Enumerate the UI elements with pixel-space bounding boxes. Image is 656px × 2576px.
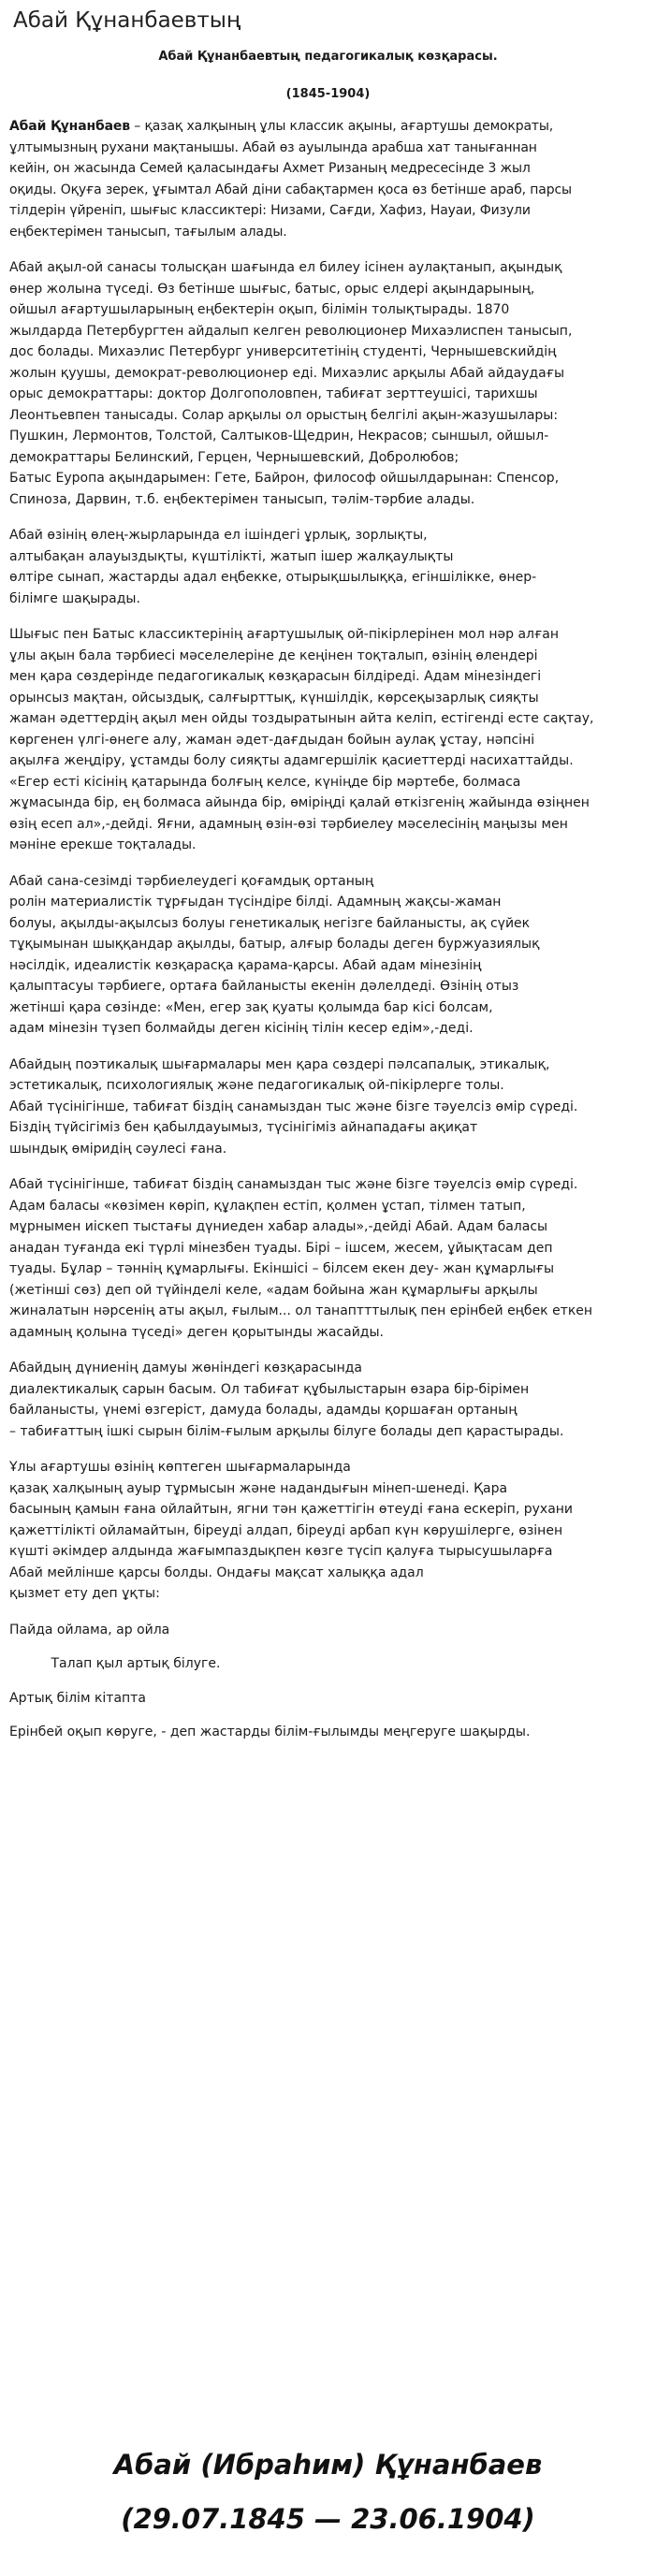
paragraph: [9, 1055, 646, 1160]
paragraph-line: тілдерін үйреніп, шығыс классиктері: Низами, Сағди, Хафиз, Науаи, Физули: [9, 203, 531, 218]
paragraph-line: өлтіре сынап, жастарды адал еңбекке, отырықшылыққа, егіншілікке, өнер-: [9, 570, 537, 585]
signature-dates: (29.07.1845 — 23.06.1904): [121, 2503, 535, 2535]
paragraph-line: орыс демократтары: доктор Долгополовпен, табиғат зерттеушісі, тарихшы: [9, 386, 538, 401]
paragraph-line: қызмет ету деп ұқты:: [9, 1586, 160, 1601]
paragraph-line: Абай түсінігінше, табиғат біздің санамыздан тыс және бізге тәуелсіз өмір сүреді.: [9, 1099, 578, 1114]
paragraph-line: мәніне ерекше тоқталады.: [9, 837, 197, 852]
paragraph-line: тұқымынан шыққандар ақылды, батыр, алғыр болады деген буржуазиялық: [9, 937, 540, 952]
paragraph-line: демократтары Белинский, Герцен, Чернышевский, Добролюбов;: [9, 449, 459, 465]
paragraph-line: Шығыс пен Батыс классиктерінің ағартушылық ой-пікірлерінен мол нәр алған: [9, 627, 559, 642]
paragraph-line: Абайдың поэтикалық шығармалары мен қара сөздері пәлсапалық, этикалық,: [9, 1056, 550, 1072]
paragraph-line: білімге шақырады.: [9, 590, 140, 606]
paragraph-line: жылдарда Петербургтен айдалып келген революционер Михаэлиспен танысып,: [9, 323, 573, 339]
paragraphs-list: [9, 257, 646, 1605]
paragraph-line: Абай түсінігінше, табиғат біздің санамыздан тыс және бізге тәуелсіз өмір сүреді.: [9, 1177, 578, 1192]
paragraph-line: Ұлы ағартушы өзінің көптеген шығармаларында: [9, 1460, 351, 1475]
paragraph-line: адамның қолына түседі» деген қорытынды жасайды.: [9, 1324, 384, 1340]
article-subtitle: Абай Құнанбаевтың педагогикалық көзқарасы.: [158, 50, 498, 64]
paragraph-line: күшті әкімдер алдында жағымпаздықпен көзге түсіп қалуға тырысушыларға: [9, 1544, 553, 1559]
paragraph-line: Батыс Еуропа ақындарымен: Гете, Байрон, философ ойшылдарынан: Спенсор,: [9, 471, 560, 486]
paragraph: [9, 525, 646, 609]
paragraph: [9, 624, 646, 856]
paragraph-line: мұрнымен иіскеп тыстағы дүниеден хабар алады»,-дейді Абай. Адам баласы: [9, 1219, 548, 1234]
paragraph-line: Леонтьевпен танысады. Солар арқылы ол орыстың белгілі ақын-жазушылары:: [9, 407, 559, 423]
life-dates: (1845-1904): [285, 87, 371, 101]
paragraph: [9, 1174, 646, 1343]
paragraph-line: жұмасында бір, ең болмаса айында бір, өміріңді қалай өткізгенің жайында өзіңнен: [9, 795, 590, 810]
paragraph-line: оқиды. Оқуға зерек, ұғымтал Абай діни сабақтармен қоса өз бетінше араб, парсы: [9, 182, 572, 197]
paragraph-intro: [9, 116, 646, 242]
paragraph-line: өзің есеп ал»,-дейді. Яғни, адамның өзін-өзі тәрбиелеу мәселесінің маңызы мен: [9, 816, 568, 832]
paragraph-line: туады. Бұлар – тәннің құмарлығы. Екіншісі – білсем екен деу- жан құмарлығы: [9, 1261, 555, 1276]
paragraph-line: Біздің түйсігіміз бен қабылдауымыз, түсінігіміз айнападағы ақиқат: [9, 1120, 478, 1135]
paragraph: [9, 871, 646, 1040]
paragraph-line: Спиноза, Дарвин, т.б. еңбектерімен танысып, тәлім-тәрбие алады.: [9, 491, 475, 507]
paragraph-line: Абай мейлінше қарсы болды. Ондағы мақсат халыққа адал: [9, 1565, 424, 1580]
paragraph-line: жиналатын нәрсенің аты ақыл, ғылым... ол танаптттылық пен ерінбей еңбек еткен: [9, 1303, 593, 1318]
paragraph-line: эстетикалық, психологиялық және педагогикалық ой-пікірлерге толы.: [9, 1078, 504, 1093]
paragraph-line: Пушкин, Лермонтов, Толстой, Салтыков-Щедрин, Некрасов; сыншыл, ойшыл-: [9, 429, 549, 444]
paragraph-line: Абай сана-сезімді тәрбиелеудегі қоғамдық ортаның: [9, 873, 374, 889]
article-body: [9, 116, 646, 1743]
paragraph-text: – қазақ халқының ұлы классик ақыны, ағартушы демократы,: [130, 119, 554, 134]
paragraph-line: байланысты, үнемі өзгеріст, дамуда болады, адамды қоршаған ортаның: [9, 1403, 518, 1418]
paragraph-line: ақылға жеңдіру, ұстамды болу сияқты адамгершілік қасиеттерді насихаттайды.: [9, 753, 574, 768]
paragraph-line: жолын қуушы, демократ-революционер еді. Михаэлис арқылы Абай айдаудағы: [9, 365, 565, 381]
intro-name: Абай Құнанбаев: [9, 119, 130, 134]
paragraph-line: көргенен үлгі-өнеге алу, жаман әдет-дағдыдан бойын аулақ ұстау, нәпсіні: [9, 732, 535, 748]
paragraph: [9, 1358, 646, 1442]
paragraph-line: кейін, он жасында Семей қаласындағы Ахмет Ризаның медресесінде 3 жыл: [9, 161, 531, 176]
paragraph-line: алтыбақан алауыздықты, күштілікті, жатып ішер жалқаулықты: [9, 548, 454, 564]
paragraph-line: қалыптасуы тәрбиеге, ортаға байланысты екенін дәлелдеді. Өзінің отыз: [9, 979, 519, 994]
paragraph-line: Абайдың дүниенің дамуы жөніндегі көзқарасында: [9, 1361, 362, 1375]
poem-line: Пайда ойламa, ар ойла: [9, 1622, 170, 1637]
paragraph-line: қажеттілікті ойламайтын, біреуді алдап, біреуді арбап күн көрушілерге, өзінен: [9, 1522, 563, 1538]
paragraph-line: ұлы ақын бала тәрбиесі мәселелеріне де кеңінен тоқталып, өзінің өлендері: [9, 648, 538, 663]
poem-line: Талап қыл артық білуге.: [9, 1656, 221, 1671]
paragraph-line: ойшыл ағартушыларының еңбектерін оқып, білімін толықтырады. 1870: [9, 302, 510, 317]
paragraph-line: жаман әдеттердің ақыл мен ойды тоздыратынын айта келіп, естігенді есте сақтау,: [9, 711, 594, 726]
paragraph-line: шындық өміридің сәулесі ғана.: [9, 1141, 227, 1157]
paragraph-line: еңбектерімен танысып, тағылым алады.: [9, 224, 287, 240]
paragraph: [9, 1457, 646, 1605]
paragraph-line: (жетінші сөз) деп ой түйінделі келе, «адам бойына жан құмарлығы арқылы: [9, 1282, 538, 1298]
paragraph-line: Адам баласы «көзімен көріп, құлақпен естіп, қолмен ұстап, тілмен татып,: [9, 1198, 526, 1214]
paragraph-line: нәсілдік, идеалистік көзқарасқа қарама-қарсы. Абай адам мінезінің: [9, 957, 482, 973]
signature-name: Абай (Ибраһим) Құнанбаев: [113, 2449, 543, 2481]
poem-block: [9, 1620, 646, 1743]
paragraph-line: анадан туғанда екі түрлі мінезбен туады. Бірі – ішсем, жесем, ұйықтасам деп: [9, 1240, 553, 1256]
paragraph-line: жетінші қара сөзінде: «Мен, егер зақ қуаты қолымда бар кісі болсам,: [9, 999, 493, 1015]
paragraph-line: адам мінезін түзеп болмайды деген кісінің тілін кесер едім»,-деді.: [9, 1021, 474, 1036]
paragraph-line: – табиғаттың ішкі сырын білім-ғылым арқылы білуге болады деп қарастырады.: [9, 1423, 564, 1439]
poem-line: Ерінбей оқып көруге, - деп жастарды білім-ғылымды меңгеруге шақырды.: [9, 1725, 531, 1739]
paragraph-line: дос болады. Михаэлис Петербург университетінің студенті, Чернышевскийдің: [9, 344, 557, 359]
paragraph-line: ұлтымызның рухани мақтанышы. Абай өз ауылында арабша хат танығаннан: [9, 139, 537, 155]
paragraph-line: қазақ халқының ауыр тұрмысын және надандығын мінеп-шенеді. Қара: [9, 1480, 508, 1496]
poem-line: Артық білім кітапта: [9, 1690, 146, 1706]
paragraph-line: Абай ақыл-ой санасы толысқан шағында ел билеу ісінен аулақтанып, ақындық: [9, 260, 562, 275]
paragraph-line: ролін материалистік тұрғыдан түсіндіре білді. Адамның жақсы-жаман: [9, 895, 502, 910]
paragraph-line: диалектикалық сарын басым. Ол табиғат құбылыстарын өзара бір-бірімен: [9, 1381, 530, 1397]
paragraph-line: мен қара сөздерінде педагогикалық көзқарасын білдіреді. Адам мінезіндегі: [9, 669, 542, 684]
paragraph: [9, 257, 646, 510]
paragraph-line: орынсыз мақтан, ойсыздық, салғырттық, күншілдік, көрсеқызарлық сияқты: [9, 690, 539, 706]
paragraph-line: болуы, ақылды-ақылсыз болуы генетикалық негізге байланысты, ақ сүйек: [9, 915, 531, 931]
paragraph-line: басының қамын ғана ойлайтын, ягни тән қажеттігін өтеуді ғана ескеріп, рухани: [9, 1502, 574, 1517]
paragraph-line: Абай өзінің өлең-жырларында ел ішіндегі ұрлық, зорлықты,: [9, 528, 428, 543]
paragraph-line: [9, 116, 646, 138]
document-title: Абай Құнанбаевтың: [13, 8, 241, 33]
paragraph-line: «Егер есті кісінің қатарында болғың келсе, күніңде бір мәртебе, болмаса: [9, 774, 521, 790]
paragraph-line: өнер жолына түседі. Өз бетінше шығыс, батыс, орыс елдері ақындарының,: [9, 281, 535, 297]
